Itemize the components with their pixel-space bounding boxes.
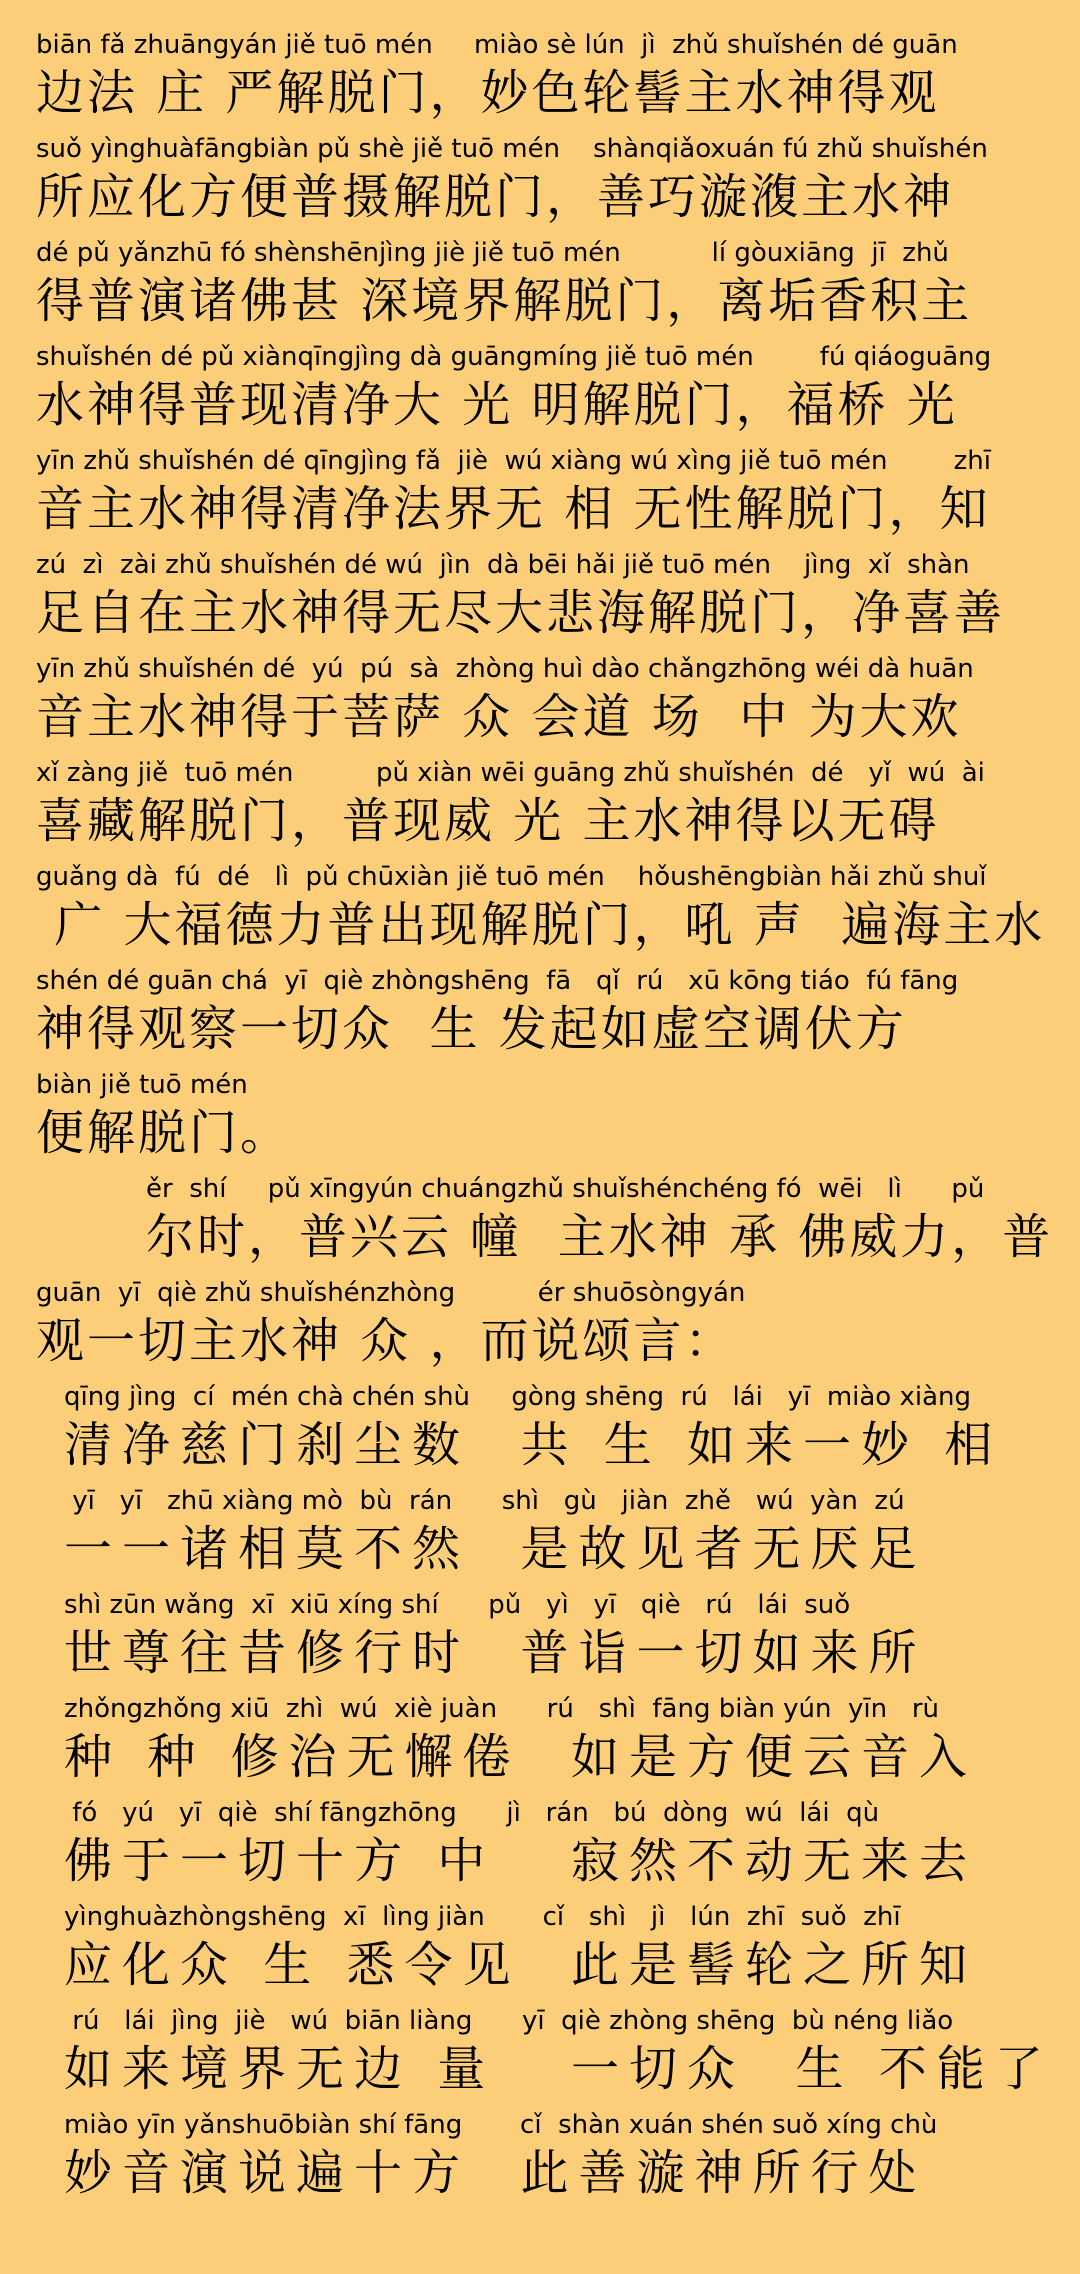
intro-section (36, 1172, 1054, 1380)
pinyin-annotation: fó yú yī qiè shí fāngzhōng jì rán bú dòng wú lái qù (64, 1798, 880, 1828)
pinyin-annotation: ěr shí pǔ xīngyún chuángzhǔ shuǐshénchéng fó wēi lì pǔ (146, 1174, 985, 1204)
chinese-text: 妙音演说遍十方 此善漩神所行处 (64, 2145, 927, 2201)
pinyin-annotation: xǐ zàng jiě tuō mén pǔ xiàn wēi guāng zhǔ shuǐshén dé yǐ wú ài (36, 758, 985, 788)
chinese-text: 种 种 修治无懈倦 如是方便云音入 (64, 1729, 978, 1785)
chinese-text: 如来境界无边 量 一切众 生 不能了 (64, 2041, 1053, 2097)
pinyin-annotation: guǎng dà fú dé lì pǔ chūxiàn jiě tuō mén hǒushēngbiàn hǎi zhǔ shuǐ (36, 862, 987, 892)
verse-line (36, 1484, 1054, 1588)
prose-line (36, 132, 1054, 236)
pinyin-annotation: biàn jiě tuō mén (36, 1070, 248, 1100)
pinyin-annotation: biān fǎ zhuāngyán jiě tuō mén miào sè lún jì zhǔ shuǐshén dé guān (36, 30, 958, 60)
chinese-text: 一一诸相莫不然 是故见者无厌足 (64, 1521, 927, 1577)
verse-line (36, 1380, 1054, 1484)
chinese-text: 观一切主水神 众 ，而说颂言： (36, 1313, 736, 1369)
pinyin-annotation: shuǐshén dé pǔ xiànqīngjìng dà guāngmíng jiě tuō mén fú qiáoguāng (36, 342, 992, 372)
prose-line (36, 1068, 1054, 1172)
verse-line (36, 1588, 1054, 1692)
pinyin-annotation: zú zì zài zhǔ shuǐshén dé wú jìn dà bēi hǎi jiě tuō mén jìng xǐ shàn (36, 550, 970, 580)
chinese-text: 水神得普现清净大 光 明解脱门，福桥 光 (36, 377, 958, 433)
pinyin-annotation: dé pǔ yǎnzhū fó shènshēnjìng jiè jiě tuō mén lí gòuxiāng jī zhǔ (36, 238, 949, 268)
pinyin-annotation: rú lái jìng jiè wú biān liàng yī qiè zhòng shēng bù néng liǎo (64, 2006, 954, 2036)
pinyin-annotation: zhǒngzhǒng xiū zhì wú xiè juàn rú shì fāng biàn yún yīn rù (64, 1694, 940, 1724)
chinese-text: 足自在主水神得无尽大悲海解脱门，净喜善 (36, 585, 1006, 641)
pinyin-annotation: yīn zhǔ shuǐshén dé yú pú sà zhòng huì dào chǎngzhōng wéi dà huān (36, 654, 974, 684)
pinyin-annotation: suǒ yìnghuàfāngbiàn pǔ shè jiě tuō mén shànqiǎoxuán fú zhǔ shuǐshén (36, 134, 988, 164)
chinese-text: 佛于一切十方 中 寂然不动无来去 (64, 1833, 978, 1889)
prose-line (36, 548, 1054, 652)
chinese-text: 喜藏解脱门，普现威 光 主水神得以无碍 (36, 793, 940, 849)
prose-line (36, 28, 1054, 132)
chinese-text: 所应化方便普摄解脱门，善巧漩澓主水神 (36, 169, 955, 225)
pinyin-annotation: yī yī zhū xiàng mò bù rán shì gù jiàn zhě wú yàn zú (64, 1486, 905, 1516)
prose-line (36, 652, 1054, 756)
prose-line (36, 860, 1054, 964)
chinese-text: 应化众 生 悉令见 此是髻轮之所知 (64, 1937, 978, 1993)
chinese-text: 清净慈门刹尘数 共 生 如来一妙 相 (64, 1417, 1003, 1473)
verse-line (36, 2108, 1054, 2212)
chinese-text: 尔时，普兴云 幢 主水神 承 佛威力，普 (146, 1209, 1054, 1265)
chinese-text: 便解脱门。 (36, 1105, 292, 1161)
chinese-text: 广 大福德力普出现解脱门，吼 声 遍海主水 (36, 897, 1046, 953)
chinese-text: 音主水神得清净法界无 相 无性解脱门，知 (36, 481, 991, 537)
pinyin-annotation: guān yī qiè zhǔ shuǐshénzhòng ér shuōsòngyán (36, 1278, 746, 1308)
chinese-text: 得普演诸佛甚 深境界解脱门，离垢香积主 (36, 273, 973, 329)
prose-line (36, 964, 1054, 1068)
pinyin-annotation: yīn zhǔ shuǐshén dé qīngjìng fǎ jiè wú xiàng wú xìng jiě tuō mén zhī (36, 446, 991, 476)
pinyin-annotation: shì zūn wǎng xī xiū xíng shí pǔ yì yī qiè rú lái suǒ (64, 1590, 851, 1620)
intro-line (36, 1172, 1054, 1276)
prose-section (36, 28, 1054, 1172)
chinese-text: 世尊往昔修行时 普诣一切如来所 (64, 1625, 927, 1681)
chinese-text: 音主水神得于菩萨 众 会道 场 中 为大欢 (36, 689, 962, 745)
intro-line (36, 1276, 1054, 1380)
prose-line (36, 340, 1054, 444)
verse-line (36, 1692, 1054, 1796)
pinyin-annotation: qīng jìng cí mén chà chén shù gòng shēng rú lái yī miào xiàng (64, 1382, 972, 1412)
pinyin-annotation: shén dé guān chá yī qiè zhòngshēng fā qǐ rú xū kōng tiáo fú fāng (36, 966, 959, 996)
verse-line (36, 1900, 1054, 2004)
chinese-text: 边法 庄 严解脱门，妙色轮髻主水神得观 (36, 65, 940, 121)
verse-section (36, 1380, 1054, 2212)
pinyin-annotation: miào yīn yǎnshuōbiàn shí fāng cǐ shàn xuán shén suǒ xíng chù (64, 2110, 938, 2140)
pinyin-annotation: yìnghuàzhòngshēng xī lìng jiàn cǐ shì jì lún zhī suǒ zhī (64, 1902, 901, 1932)
prose-line (36, 756, 1054, 860)
verse-line (36, 2004, 1054, 2108)
prose-line (36, 444, 1054, 548)
prose-line (36, 236, 1054, 340)
chinese-text: 神得观察一切众 生 发起如虚空调伏方 (36, 1001, 907, 1057)
verse-line (36, 1796, 1054, 1900)
